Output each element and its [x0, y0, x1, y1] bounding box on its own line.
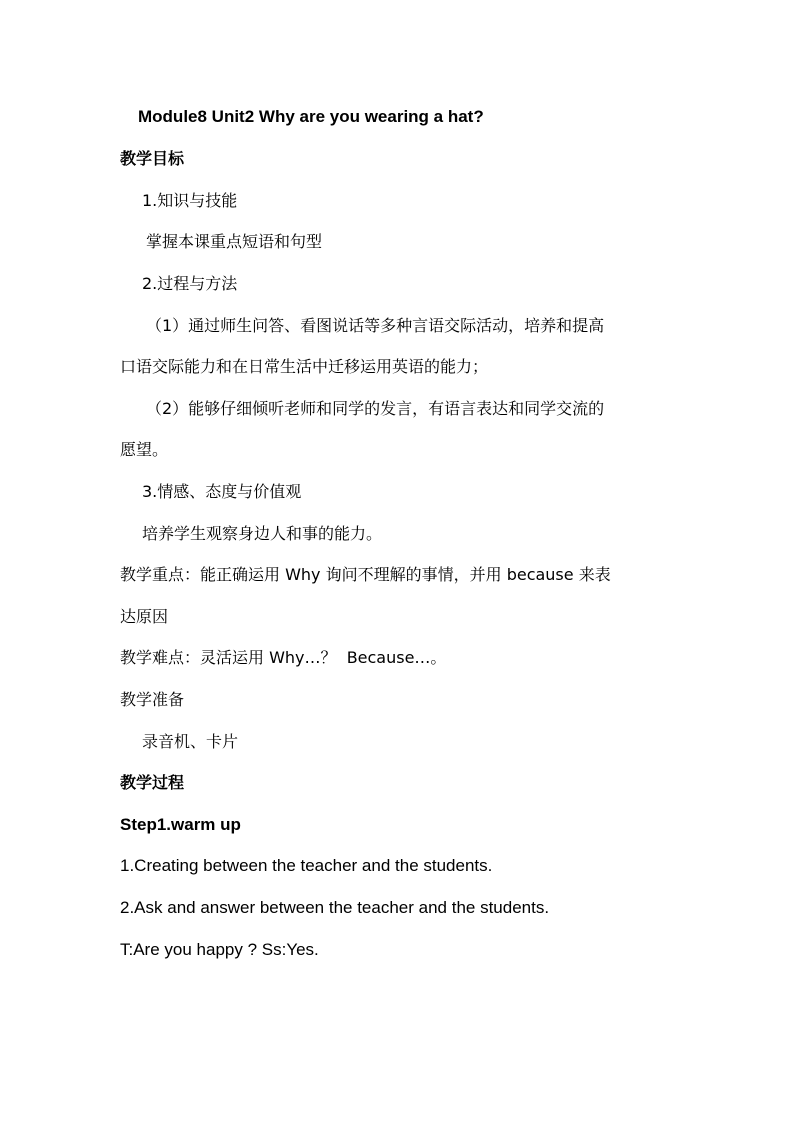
- step1-item-2: 2.Ask and answer between the teacher and the students.: [120, 898, 550, 917]
- objective-1-text: 掌握本课重点短语和句型: [146, 232, 323, 251]
- objective-2-item-1-line-1: （1）通过师生问答、看图说话等多种言语交际活动，培养和提高: [146, 316, 605, 335]
- process-heading: 教学过程: [120, 773, 185, 792]
- key-point-line-2: 达原因: [120, 607, 169, 626]
- objective-2-item-2-line-1: （2）能够仔细倾听老师和同学的发言，有语言表达和同学交流的: [146, 399, 605, 418]
- step1-item-1: 1.Creating between the teacher and the students.: [120, 856, 493, 875]
- objective-2-item-1-line-2: 口语交际能力和在日常生活中迁移运用英语的能力；: [120, 357, 489, 376]
- difficulty-line: 教学难点：灵活运用 Why…？ Because…。: [120, 648, 447, 667]
- objective-1-heading: 1.知识与技能: [142, 191, 238, 210]
- preparation-text: 录音机、卡片: [142, 732, 239, 751]
- step1-heading: Step1.warm up: [120, 815, 241, 834]
- objectives-heading: 教学目标: [120, 149, 185, 168]
- key-point-line-1: 教学重点：能正确运用 Why 询问不理解的事情，并用 because 来表: [120, 565, 611, 584]
- step1-dialogue: T:Are you happy ? Ss:Yes.: [120, 940, 319, 959]
- objective-3-text: 培养学生观察身边人和事的能力。: [142, 524, 383, 543]
- objective-3-heading: 3.情感、态度与价值观: [142, 482, 302, 501]
- preparation-heading: 教学准备: [120, 690, 185, 709]
- objective-2-item-2-line-2: 愿望。: [120, 440, 169, 459]
- objective-2-heading: 2.过程与方法: [142, 274, 238, 293]
- document-title: Module8 Unit2 Why are you wearing a hat?: [138, 107, 484, 126]
